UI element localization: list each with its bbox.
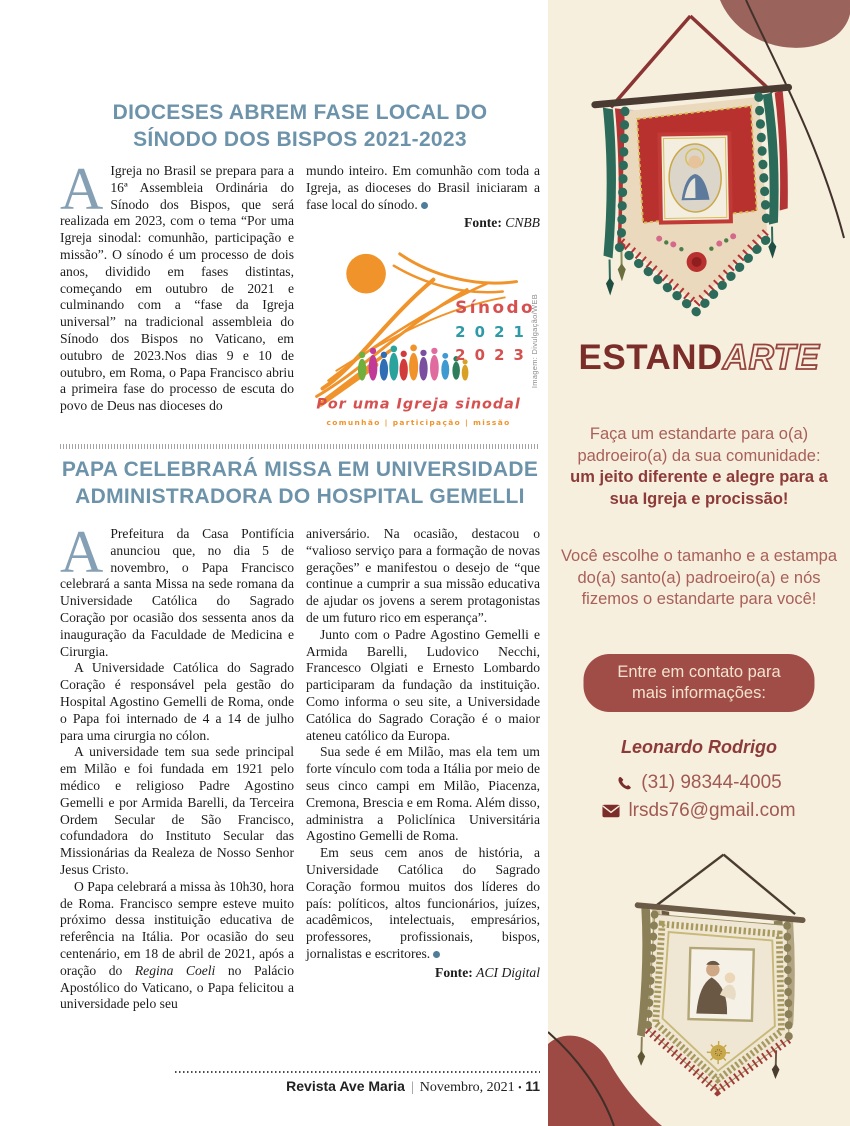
article1-columns: [60, 156, 540, 438]
brand-estandarte: [548, 338, 850, 378]
article2-columns: [60, 519, 540, 1013]
article2-paragraph: [60, 519, 294, 660]
article2-headline-line1: PAPA CELEBRARÁ MISSA EM UNIVERSIDADE: [61, 458, 539, 481]
article2-paragraph: A Universidade Católica do Sagrado Coração é responsável pela gestão do Hospital Agostino Gemelli de Roma, onde o Papa foi internado de 4 a 14 de julho para uma cirurgia no cólon.: [60, 660, 294, 743]
logo-word: Sínodo: [455, 297, 536, 318]
article2-headline-line2: ADMINISTRADORA DO HOSPITAL GEMELLI: [75, 485, 525, 508]
article2-paragraph: A universidade tem sua sede principal em Milão e foi fundada em 1921 pelo médico e religioso Padre Agostino Gemelli e por Armida Barelli, da Terceira Ordem Secular de São Francisco, cofundadora do Instituto Secular das Missionárias da Realeza de Nosso Senhor Jesus Cristo.: [60, 744, 294, 877]
article2-headline: [60, 456, 540, 510]
issue-date: Novembro, 2021: [419, 1080, 515, 1095]
article-end-dot: [421, 202, 428, 209]
article1-headline: [60, 99, 540, 153]
article1-col2-text: mundo inteiro. Em comunhão com toda a Igreja, as dioceses do Brasil iniciaram a fase local do sínodo.: [306, 163, 540, 212]
article2-col1-p4-pre: O Papa celebrará a missa às 10h30, hora de Roma. Francisco sempre esteve muito próximo dessa instituição educativa de referência na Itália. Por ocasião do seu centenário, em 18 de abril de 2021, após a oração do: [60, 878, 294, 978]
page-number: 11: [525, 1078, 540, 1094]
sun-icon: [346, 254, 386, 294]
source-label: Fonte:: [435, 964, 473, 980]
estandarte-ad: [548, 0, 850, 1126]
contact-name: Leonardo Rodrigo: [621, 737, 777, 757]
ad-paragraph-2: Você escolhe o tamanho e a estampa do(a) santo(a) padroeiro(a) e nós fizemos o estandarte para você!: [560, 547, 838, 608]
email-icon: [602, 804, 620, 818]
sinodo-logo-figure: [306, 240, 540, 438]
article2-col1-p4-italic: Regina Coeli: [134, 962, 216, 978]
phone-icon: [616, 775, 633, 792]
corner-blob-bottom: [548, 1014, 678, 1126]
people-silhouettes: [358, 345, 468, 381]
dropcap-letter: A: [60, 156, 104, 222]
article2-source: [306, 965, 540, 982]
article2-paragraph: Sua sede é em Milão, mas ela tem um forte vínculo com toda a Itália por meio de seus cinco campi em Milão, Piacenza, Cremona, Brescia e em Roma. Além disso, administra a Policlínica Universitária Agostino Gemelli de Roma.: [306, 744, 540, 844]
source-value: CNBB: [505, 215, 540, 231]
article2-paragraph: Junto com o Padre Agostino Gemelli e Armida Barelli, Ludovico Necchi, Francesco Olgiati e Ernesto Lombardo participaram da fundação da instituição. Como informa o seu site, a Universidade Católica do Sagrado Coração é o maior ateneu católico da Europa.: [306, 626, 540, 743]
section-divider: [60, 444, 540, 449]
article1-column-right: [306, 163, 540, 438]
logo-year-2023: 2 0 2 3: [455, 345, 526, 364]
dropcap-letter: A: [60, 519, 104, 585]
email-row: [548, 800, 850, 822]
ad-p1-bold: um jeito diferente e alegre para a sua Igreja e procissão!: [570, 468, 828, 508]
brand-outline: ARTE: [722, 338, 820, 377]
cta-pill: Entre em contato para mais informações:: [584, 654, 815, 712]
magazine-name: Revista Ave Maria: [286, 1078, 405, 1094]
article1-column-left: [60, 156, 294, 438]
phone-row: [548, 772, 850, 794]
footer-dot: •: [518, 1083, 522, 1094]
email-address: lrsds76@gmail.com: [628, 800, 796, 821]
article1-paragraph: [306, 163, 540, 213]
ad-p1-regular: Faça um estandarte para o(a) padroeiro(a) da sua comunidade:: [577, 425, 821, 465]
footer-rule: [175, 1071, 540, 1073]
banner-photo-mary: [565, 4, 821, 335]
phone-number: (31) 98344-4005: [641, 772, 782, 793]
brand-solid: ESTAND: [578, 338, 723, 377]
logo-year-2021: 2 0 2 1: [455, 323, 526, 342]
editorial-area: [60, 0, 540, 1126]
article2-paragraph: [306, 845, 540, 963]
article2-col2-p4: Em seus cem anos de história, a Universidade Católica do Sagrado Coração formou muitos dos líderes do país: políticos, altos funcionários, juízes, acadêmicos, intelectuais, empresários, professores, profissionais, bispos, jornalistas e escritores.: [306, 845, 540, 961]
article2-paragraph: [60, 879, 294, 1013]
source-value: ACI Digital: [476, 964, 540, 980]
logo-tagline: Por uma Igreja sinodal: [316, 396, 521, 413]
source-label: Fonte:: [464, 215, 502, 231]
article1-headline-line1: DIOCESES ABREM FASE LOCAL DO: [112, 101, 488, 124]
logo-subtagline: comunhão | participação | missão: [326, 418, 511, 428]
article1-source: [306, 215, 540, 232]
sinodo-logo-art: [306, 240, 540, 438]
article2-col1-p1: Prefeitura da Casa Pontifícia anunciou que, no dia 5 de novembro, o Papa Francisco celebrará a santa Missa na sede romana da Universidade Católica do Sagrado Coração por ocasião dos sessenta anos da inauguração da Faculdade de Medicina e Cirurgia.: [60, 526, 294, 659]
article2-paragraph: aniversário. Na ocasião, destacou o “valioso serviço para a formação de novas gerações” e manifestou o desejo de “que continue a cumprir a sua missão educativa de ajudar os jovens a serem protagonistas de um futuro rico em esperança”.: [306, 526, 540, 625]
article2-column-left: [60, 519, 294, 1013]
article-end-dot: [433, 951, 440, 958]
article1-col1-text: Igreja no Brasil se prepara para a 16ª Assembleia Ordinária do Sínodo dos Bispos, que será realizada em 2023, com o tema “Por uma Igreja sinodal: comunhão, participação e missão”. O sínodo é um processo de dois anos, dividido em fases distintas, começando em outubro de 2021 e culminando com a “fase da Igreja universal” na tradicional assembleia do Sínodo dos Bispos no Vaticano, em outubro de 2023.Nos dias 9 e 10 de outubro, em Roma, o Papa Francisco abriu a primeira fase do processo de escuta do povo de Deus nas dioceses do: [60, 163, 294, 414]
article2-column-right: [306, 526, 540, 1013]
article2-col1-p4-post: no Palácio Apostólico do Vaticano, o Papa felicitou a universidade pelo seu: [60, 962, 294, 1012]
image-credit: Imagem: Divulgação/WEB: [530, 294, 540, 389]
article1-headline-line2: SÍNODO DOS BISPOS 2021-2023: [133, 128, 467, 151]
ad-paragraph-1: [556, 424, 842, 510]
article1-paragraph: [60, 156, 294, 415]
footer-separator: |: [410, 1080, 414, 1095]
footer: [60, 1078, 540, 1096]
